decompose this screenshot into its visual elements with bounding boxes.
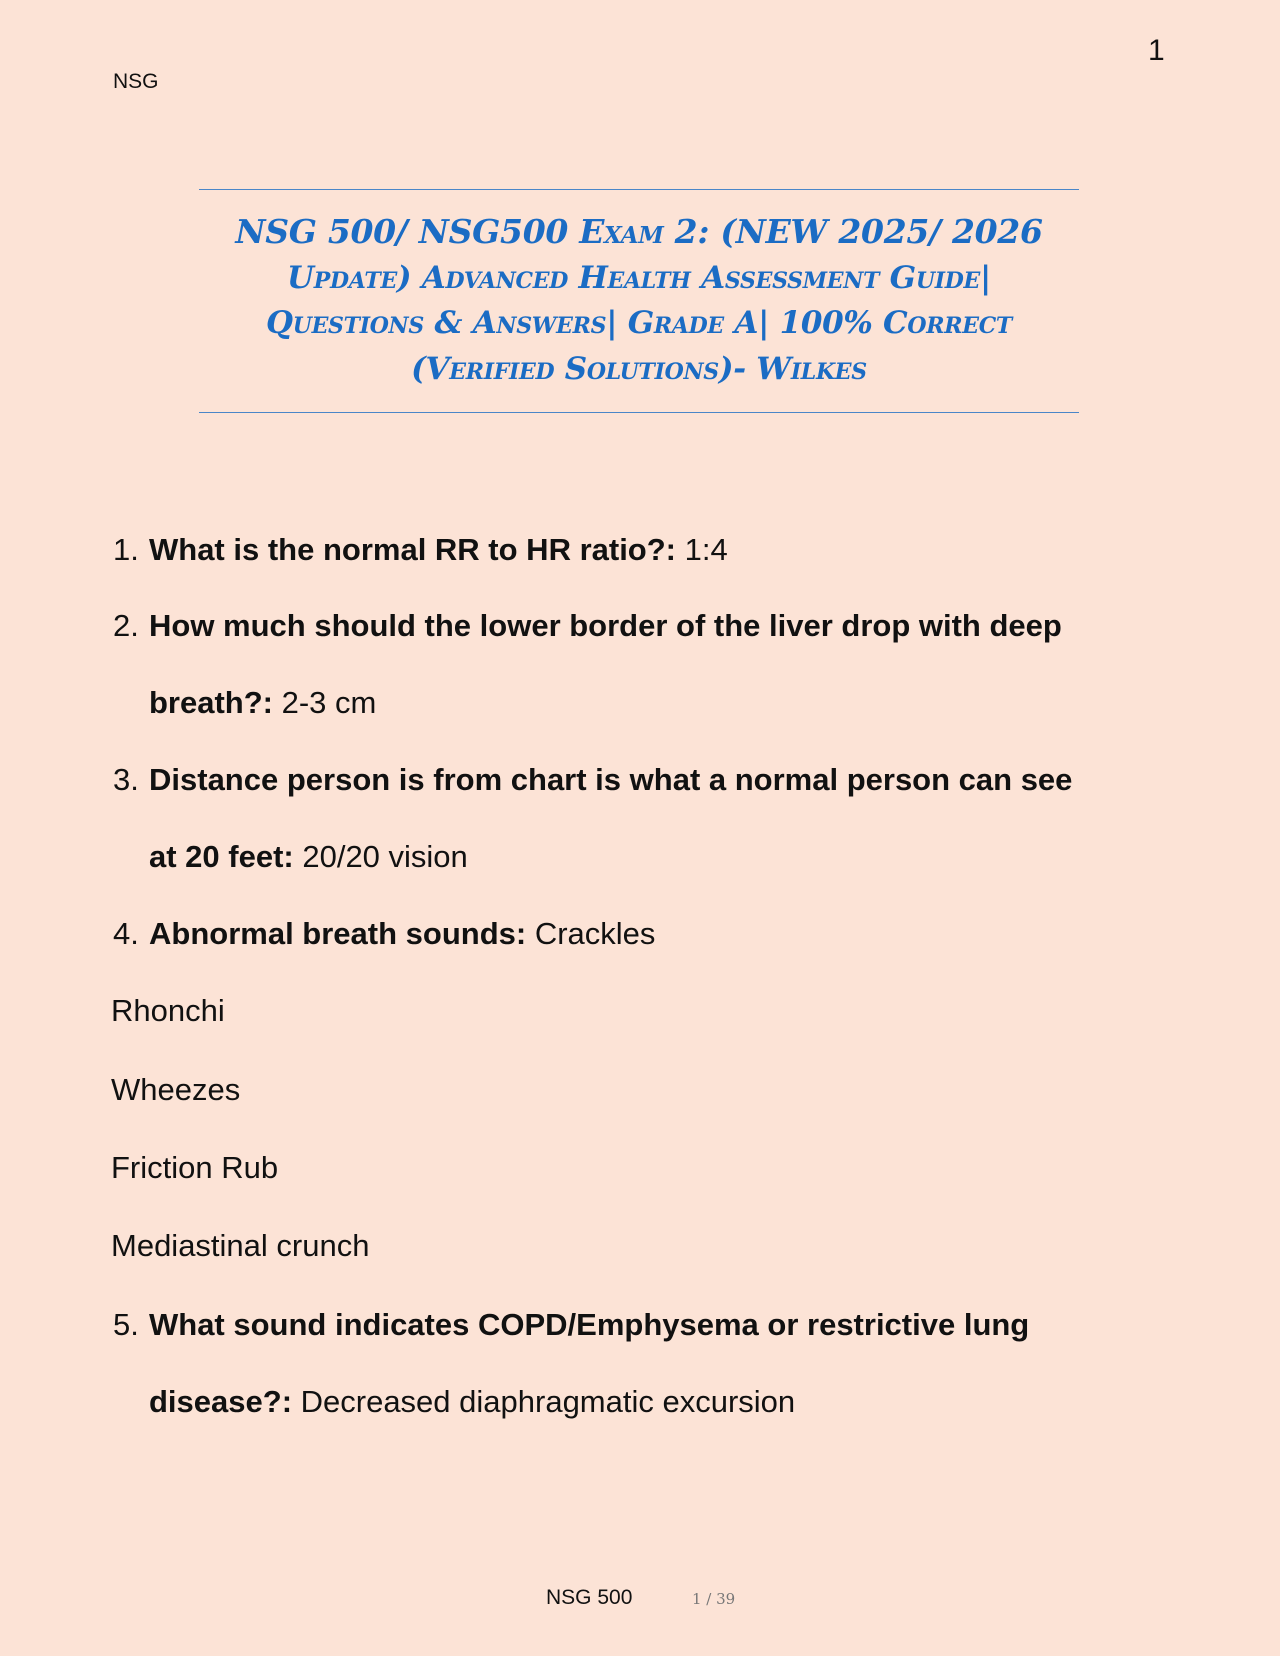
item-number: 3. (113, 762, 139, 797)
title-line-1: NSG 500/ NSG500 Exam 2: (NEW 2025/ 2026 (235, 212, 1043, 251)
question-continuation (149, 1382, 795, 1422)
question: Abnormal breath sounds: (149, 916, 527, 951)
question-continuation (149, 683, 376, 723)
title-line-2: Update) Advanced Health Assessment Guide| (287, 260, 991, 296)
answer-line: Friction Rub (111, 1150, 279, 1185)
title-line-4: (Verified Solutions)- Wilkes (411, 351, 867, 387)
document-title (199, 189, 1079, 413)
header-label: NSG (113, 70, 159, 93)
question-line-2: breath?: (149, 685, 273, 720)
qa-item-3 (113, 760, 1173, 874)
item-number: 4. (113, 916, 139, 951)
question-continuation (149, 837, 468, 877)
question: What sound indicates COPD/Emphysema or restrictive lung (149, 1307, 1030, 1342)
answer-line: Mediastinal crunch (111, 1228, 370, 1263)
answer-line: Rhonchi (111, 993, 225, 1028)
question: Distance person is from chart is what a normal person can see (149, 762, 1073, 797)
answer: Decreased diaphragmatic excursion (292, 1384, 796, 1419)
qa-item-4 (113, 914, 1173, 954)
answer: Crackles (526, 916, 656, 951)
question: How much should the lower border of the liver drop with deep (149, 608, 1062, 643)
footer-label: NSG 500 (546, 1586, 633, 1609)
question-line-2: disease?: (149, 1384, 293, 1419)
page-number: 1 (1148, 34, 1165, 67)
answer: 2-3 cm (273, 685, 377, 720)
question-line-2: at 20 feet: (149, 839, 294, 874)
qa-item-2 (113, 606, 1173, 720)
answer-line: Wheezes (111, 1072, 241, 1107)
qa-item-5 (113, 1305, 1173, 1419)
page-count: 1 / 39 (692, 1590, 736, 1608)
item-number: 1. (113, 532, 139, 567)
item-number: 2. (113, 608, 139, 643)
qa-item-1 (113, 530, 1173, 570)
answer: 1:4 (676, 532, 728, 567)
answer: 20/20 vision (293, 839, 468, 874)
question: What is the normal RR to HR ratio?: (149, 532, 676, 567)
item-number: 5. (113, 1307, 139, 1342)
title-line-3: Questions & Answers| Grade A| 100% Correct (265, 305, 1012, 341)
